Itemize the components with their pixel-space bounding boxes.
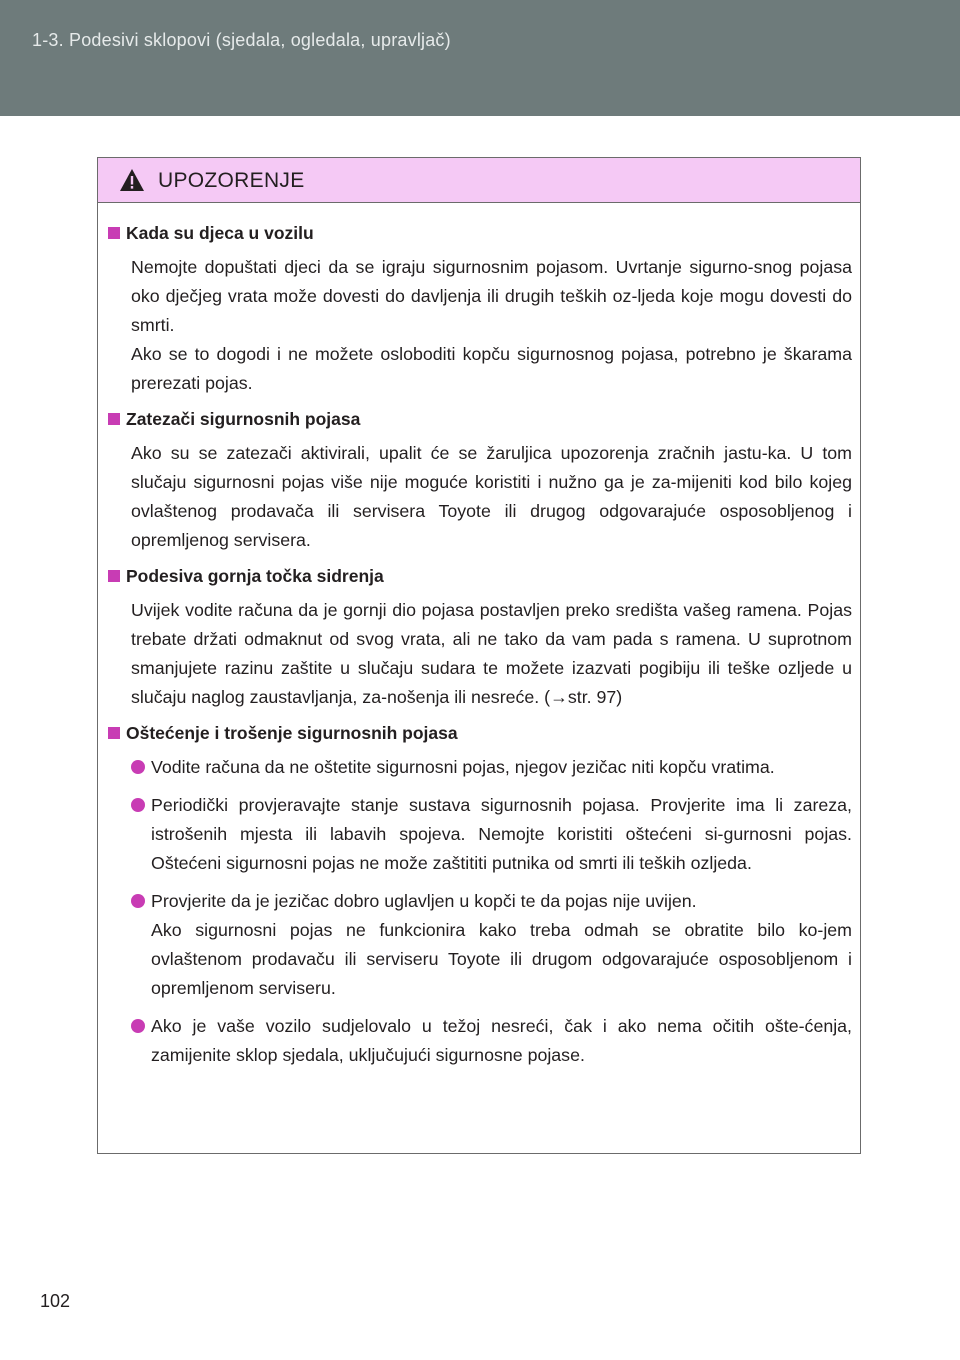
paragraph: Nemojte dopuštati djeci da se igraju sigurnosnim pojasom. Uvrtanje sigurno-snog pojasa oko dječjeg vrata može dovesti do davljenja ili drugih teških oz-ljeda koje mogu dovesti do smrti. Ako se to dogodi i ne možete osloboditi kopču sigurnosnog pojasa, potrebno je škarama prerezati pojas. <box>131 257 852 393</box>
section-title: Podesiva gornja točka sidrenja <box>106 564 852 588</box>
chapter-title: 1-3. Podesivi sklopovi (sjedala, ogledala, upravljač) <box>32 30 451 50</box>
warning-header <box>98 158 860 203</box>
warning-title: UPOZORENJE <box>158 169 305 192</box>
paragraph: Ako su se zatezači aktivirali, upalit će se žaruljica upozorenja zračnih jastu-ka. U tom slučaju sigurnosni pojas više nije moguće koristiti i nužno ga je za-mijeniti kod bilo kojeg ovlaštenog prodavača ili servisera Toyote ili drugog odgovarajuće osposobljenog i opremljenog servisera. <box>131 443 852 550</box>
round-bullet-icon <box>131 894 145 908</box>
round-bullet-icon <box>131 798 145 812</box>
section-title: Oštećenje i trošenje sigurnosnih pojasa <box>106 721 852 745</box>
warning-triangle-icon <box>119 168 145 192</box>
section-title: Kada su djeca u vozilu <box>106 221 852 245</box>
list-item: Provjerite da je jezičac dobro uglavljen u kopči te da pojas nije uvijen. Ako sigurnosni pojas ne funkcionira kako treba odmah se obratite bilo ko-jem ovlaštenom prodavaču ili serviseru Toyote ili drugom odgovarajuće osposobljenom i opremljenom serviseru. <box>151 887 852 1003</box>
section-title: Zatezači sigurnosnih pojasa <box>106 407 852 431</box>
round-bullet-icon <box>131 1019 145 1033</box>
square-bullet-icon <box>108 570 120 582</box>
square-bullet-icon <box>108 413 120 425</box>
square-bullet-icon <box>108 727 120 739</box>
page-number: 102 <box>40 1291 71 1311</box>
paragraph: Uvijek vodite računa da je gornji dio pojasa postavljen preko središta vašeg ramena. Pojas trebate držati odmaknut od svog vrata, ali ne tako da vam pada s ramena. U suprotnom smanjujete razinu zaštite u slučaju sudara te možete izazvati pogibiju ili teške ozljede u slučaju naglog zaustavljanja, za-nošenja ili nesreće. (→str. 97) <box>131 600 852 707</box>
list-item: Ako je vaše vozilo sudjelovalo u težoj nesreći, čak i ako nema očitih ošte-ćenja, zamijenite sklop sjedala, uključujući sigurnosne pojase. <box>151 1012 852 1070</box>
round-bullet-icon <box>131 760 145 774</box>
list-item: Vodite računa da ne oštetite sigurnosni pojas, njegov jezičac niti kopču vratima. <box>151 753 852 782</box>
list-item: Periodički provjeravajte stanje sustava sigurnosnih pojasa. Provjerite ima li zareza, istrošenih mjesta ili labavih spojeva. Nemojte koristiti oštećeni si-gurnosni pojas. Oštećeni sigurnosni pojas ne može zaštititi putnika od smrti ili teških ozljeda. <box>151 791 852 878</box>
square-bullet-icon <box>108 227 120 239</box>
warning-box <box>97 157 861 1154</box>
warning-content <box>98 203 860 1070</box>
page-header <box>0 0 960 116</box>
